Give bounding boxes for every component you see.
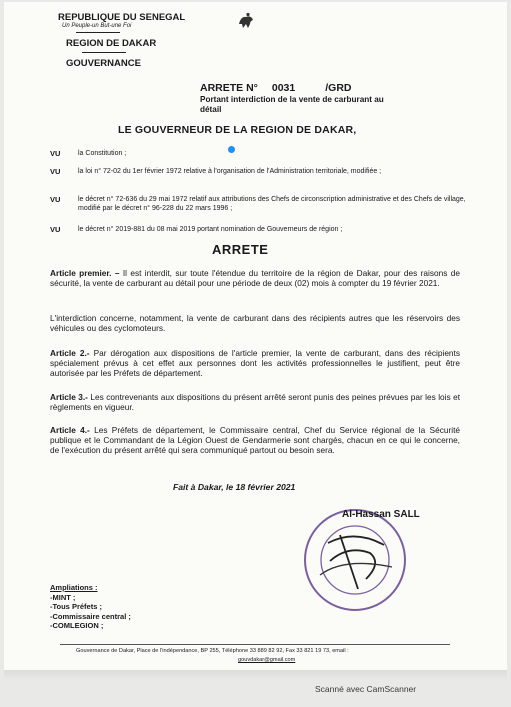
vu-text: le décret n° 72-636 du 29 mai 1972 relatif aux attributions des Chefs de circonscription administrative et des Chefs de village, modifié par le décret n° 96-228 du 22 mars 1996 ; (78, 196, 466, 212)
vu-label: VU (50, 195, 61, 204)
article-paragraph (50, 392, 460, 412)
article-paragraph (50, 268, 460, 288)
ampliation-item: -Tous Préfets ; (50, 602, 102, 611)
region-heading: REGION DE DAKAR (66, 38, 157, 49)
vu-label: VU (50, 167, 61, 176)
ampliations-list (50, 583, 131, 631)
issuer-heading: LE GOUVERNEUR DE LA REGION DE DAKAR, (118, 124, 357, 136)
ampliation-item: -COMLEGION ; (50, 621, 104, 630)
decree-number-line (200, 82, 351, 94)
article-label: Article premier. – (50, 268, 120, 278)
ampliation-item: -MINT ; (50, 592, 76, 602)
article-text: Les Préfets de département, le Commissaire central, Chef du Service régional de la Sécurité publique et le Commandant de la Légion Ouest de Gendarmerie sont chargés, chacun en ce qui le concerne, de l'exécution du présent arrêté qui sera communiqué partout ou besoin sera. (50, 425, 460, 455)
article-paragraph (50, 313, 460, 333)
official-stamp-icon (300, 505, 410, 620)
vu-label: VU (50, 149, 61, 158)
divider (76, 32, 120, 33)
decree-subject: Portant interdiction de la vente de carburant au détail (200, 95, 384, 114)
arrete-title: ARRETE (212, 242, 269, 257)
ampliations-title: Ampliations : (50, 583, 98, 592)
decree-number: 0031 (271, 82, 296, 94)
article-text: Il est interdit, sur toute l'étendue du territoire de la région de Dakar, pour des raisons de sécurité, la vente de carburant au détail pour une période de deux (02) mois à compter du 19 février 2021. (50, 268, 460, 288)
article-text: Les contrevenants aux dispositions du présent arrêté seront punis des peines prévues par les lois et règlements en vigueur. (50, 392, 461, 412)
ampliation-item: -Commissaire central ; (50, 611, 131, 621)
vu-label: VU (50, 225, 61, 234)
signer-name: Al-Hassan SALL (342, 509, 420, 520)
article-text: Par dérogation aux dispositions de l'article premier, la vente de carburant, dans des récipients spécialement prévus à cet effet aux personnes dont les activités professionnelles le justifient, peut être autorisée par les Préfets de département. (50, 348, 461, 378)
national-motto: Un Peuple-un But-une Foi (62, 23, 132, 29)
divider (82, 52, 126, 53)
page-edge (4, 670, 507, 680)
footer-divider (60, 644, 450, 645)
lion-emblem-icon (236, 12, 256, 35)
article-label: Article 2.- (50, 348, 90, 358)
decree-ref: /GRD (325, 82, 352, 94)
footer-email: gouvdakar@gmail.com (238, 657, 296, 663)
article-text: L'interdiction concerne, notamment, la vente de carburant dans des récipients autres que les réservoirs des véhicules ou des cyclomoteurs. (50, 313, 460, 333)
office-heading: GOUVERNANCE (66, 58, 141, 69)
decree-label: ARRETE N° (200, 82, 258, 94)
place-date: Fait à Dakar, le 18 février 2021 (173, 482, 296, 492)
vu-text: le décret n° 2019-881 du 08 mai 2019 portant nomination de Gouverneurs de région ; (78, 226, 343, 233)
article-label: Article 3.- (50, 392, 88, 402)
vu-text: la Constitution ; (78, 150, 127, 157)
republic-heading: REPUBLIQUE DU SENEGAL (58, 12, 186, 23)
scanner-watermark: Scanné avec CamScanner (315, 684, 417, 694)
vu-text: la loi n° 72-02 du 1er février 1972 relative à l'organisation de l'Administration territoriale, modifiée ; (78, 168, 382, 175)
footer-address: Gouvernance de Dakar, Place de l'indépendance, BP 255, Téléphone 33 889 82 92, Fax 33 821 19 73, email : (76, 648, 349, 654)
article-paragraph (50, 425, 460, 455)
article-paragraph (50, 348, 460, 378)
article-label: Article 4.- (50, 425, 90, 435)
